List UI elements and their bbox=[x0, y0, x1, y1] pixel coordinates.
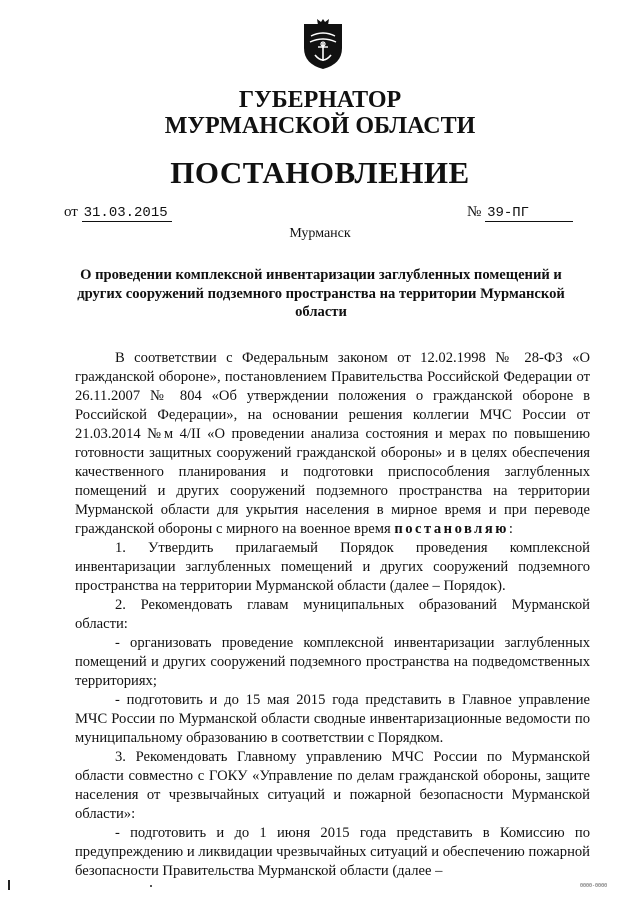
date-prefix: от bbox=[64, 204, 78, 220]
document-subject: О проведении комплексной инвентаризации заглубленных помещений и других сооружений подземного пространства на территории Мурманской области bbox=[77, 267, 565, 320]
region-title: МУРМАНСКОЙ ОБЛАСТИ bbox=[164, 113, 476, 139]
item-3-sub-1: - подготовить и до 1 июня 2015 года представить в Комиссию по предупреждению и ликвидации чрезвычайных ситуаций и обеспечению пожарной безопасности Правительства Мурманской области (далее – bbox=[75, 825, 590, 879]
scan-dot bbox=[150, 885, 152, 887]
item-2-sub-2: - подготовить и до 15 мая 2015 года представить в Главное управление МЧС России по Мурманской области сводные инвентаризационные ведомости по муниципальному образованию в соответствии с Порядком. bbox=[75, 692, 590, 746]
footer-stamp: 0000-0000 bbox=[580, 883, 608, 889]
document-number bbox=[467, 204, 573, 222]
item-2-sub-1: - организовать проведение комплексной инвентаризации заглубленных помещений и других сооружений подземного пространства на подведомственных территориях; bbox=[75, 635, 590, 689]
item-1: 1. Утвердить прилагаемый Порядок проведения комплексной инвентаризации заглубленных помещений и других сооружений подземного пространства на территории Мурманской области (далее – Порядок). bbox=[75, 540, 590, 594]
preamble-text: В соответствии с Федеральным законом от 12.02.1998 № 28-ФЗ «О гражданской обороне», постановлением Правительства Российской Федерации от 26.11.2007 № 804 «Об утверждении положения о гражданской обороне в Российской Федерации», на основании решения коллегии МЧС России от 21.03.2014 №м 4/II «О проведении анализа состояния и мерах по повышению готовности защитных сооружений гражданской обороны» и в целях обеспечения качественного планирования и подготовки приспособления заглубленных помещений и других сооружений подземного пространства на территории Мурманской области для укрытия населения в мирное время и при переводе гражданской обороны с мирного на военное время bbox=[75, 350, 590, 537]
date-value: 31.03.2015 bbox=[82, 206, 172, 222]
coat-of-arms-icon bbox=[302, 18, 344, 70]
document-type: ПОСТАНОВЛЕНИЕ bbox=[170, 155, 470, 190]
decree-word: постановляю bbox=[394, 521, 509, 537]
number-value: 39-ПГ bbox=[485, 206, 573, 222]
city-name: Мурманск bbox=[289, 226, 351, 241]
governor-title: ГУБЕРНАТОР bbox=[238, 87, 402, 113]
document-date bbox=[64, 204, 172, 222]
item-2: 2. Рекомендовать главам муниципальных образований Мурманской области: bbox=[75, 597, 590, 632]
preamble-paragraph: В соответствии с Федеральным законом от 12.02.1998 № 28-ФЗ «О гражданской обороне», постановлением Правительства Российской Федерации от 26.11.2007 № 804 «Об утверждении положения о гражданской обороне в Российской Федерации», на основании решения коллегии МЧС России от 21.03.2014 №м 4/II «О проведении анализа состояния и мерах по повышению готовности защитных сооружений гражданской обороны» и в целях обеспечения качественного планирования и подготовки приспособления заглубленных помещений и других сооружений подземного пространства на территории Мурманской области для укрытия населения в мирное время и при переводе гражданской обороны с мирного на военное время постановляю: bbox=[75, 350, 590, 537]
margin-mark bbox=[8, 880, 10, 890]
document-body bbox=[75, 349, 590, 881]
number-prefix: № bbox=[467, 204, 482, 220]
item-3: 3. Рекомендовать Главному управлению МЧС России по Мурманской области совместно с ГОКУ «Управление по делам гражданской обороны, защите населения от чрезвычайных ситуаций и пожарной безопасности Мурманской области»: bbox=[75, 749, 590, 822]
